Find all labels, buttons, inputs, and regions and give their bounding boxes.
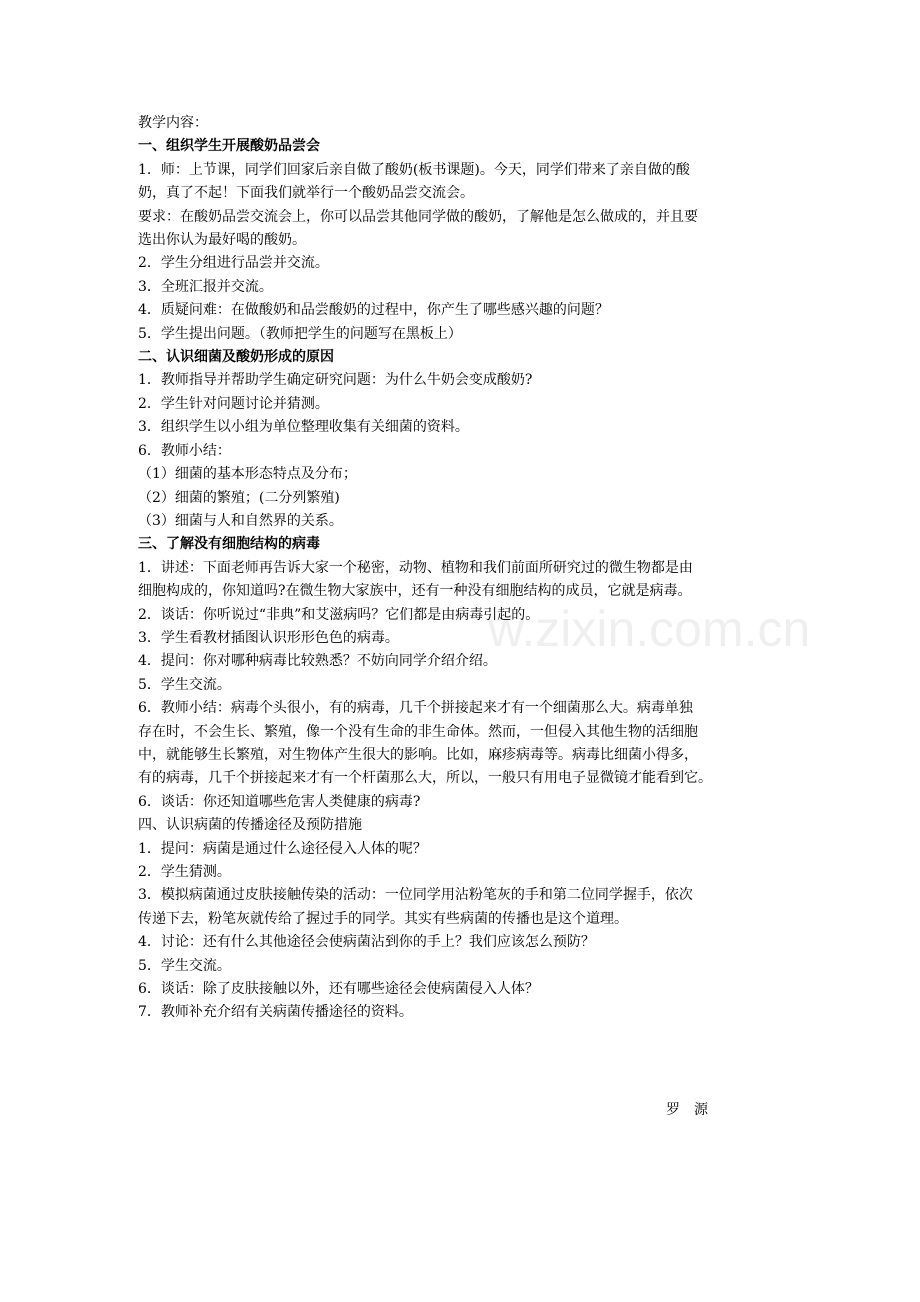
text-line: 选出你认为最好喝的酸奶。 [138,232,306,249]
text-line: 1．讲述：下面老师再告诉大家一个秘密，动物、植物和我们前面所研究过的微生物都是由 [138,559,693,576]
section-heading: 一、组织学生开展酸奶品尝会 [138,138,320,155]
text-line: 6．教师小结： [138,442,231,459]
document-body [138,112,788,1025]
text-line: 奶，真了不起！下面我们就举行一个酸奶品尝交流会。 [138,185,474,202]
text-line: 1．教师指导并帮助学生确定研究问题：为什么牛奶会变成酸奶? [138,372,533,389]
text-line: 6．谈话：除了皮肤接触以外，还有哪些途径会使病菌侵入人体？ [138,981,539,998]
text-line: 存在时，不会生长、繁殖，像一个没有生命的非生命体。然而，一但侵入其他生物的活细胞 [138,723,698,740]
text-line: 3．组织学生以小组为单位整理收集有关细菌的资料。 [138,419,469,436]
author-signature: 罗源 [666,1102,722,1118]
text-line: 3．全班汇报并交流。 [138,278,273,295]
text-line: 6．谈话：你还知道哪些危害人类健康的病毒? [138,793,421,810]
text-line: 1．提问：病菌是通过什么途径侵入人体的呢？ [138,840,427,857]
text-line: 3．学生看教材插图认识形形色色的病毒。 [138,629,399,646]
text-line: 教学内容： [138,115,208,131]
text-line: 2．学生猜测。 [138,864,231,880]
text-line: 2．学生针对问题讨论并猜测。 [138,395,329,412]
text-line: 2．谈话：你听说过“非典”和艾滋病吗？它们都是由病毒引起的。 [138,606,540,623]
text-line: 要求：在酸奶品尝交流会上，你可以品尝其他同学做的酸奶，了解他是怎么做成的，并且要 [138,208,698,225]
text-line: 4．讨论：还有什么其他途径会使病菌沾到你的手上？我们应该怎么预防？ [138,934,595,951]
text-line: 5．学生交流。 [138,676,231,693]
text-line: （3）细菌与人和自然界的关系。 [138,512,343,529]
text-line: 6．教师小结：病毒个头很小，有的病毒，几千个拼接起来才有一个细菌那么大。病毒单独 [138,700,693,717]
text-line: 传递下去，粉笔灰就传给了握过手的同学。其实有些病菌的传播也是这个道理。 [138,910,628,927]
watermark: w.zixin.com.cn [488,601,811,657]
section-heading: 二、认识细菌及酸奶形成的原因 [138,349,334,366]
text-line: 细胞构成的，你知道吗?在微生物大家族中，还有一种没有细胞结构的成员，它就是病毒。 [138,583,692,600]
text-line: 7．教师补充介绍有关病菌传播途径的资料。 [138,1004,413,1021]
text-line: 3．模拟病菌通过皮肤接触传染的活动：一位同学用沾粉笔灰的手和第二位同学握手，依次 [138,887,693,904]
text-line: 4．提问：你对哪种病毒比较熟悉？不妨向同学介绍介绍。 [138,653,497,670]
text-line: 5．学生提出问题。（教师把学生的问题写在黑板上） [138,325,462,342]
section-heading: 三、了解没有细胞结构的病毒 [138,536,320,553]
text-line: （1）细菌的基本形态特点及分布； [138,466,357,483]
text-line: 有的病毒，几千个拼接起来才有一个杆菌那么大，所以，一般只有用电子显微镜才能看到它。 [138,770,712,787]
text-line: （2）细菌的繁殖；(二分列繁殖) [138,489,340,506]
text-line: 四、认识病菌的传播途径及预防措施 [138,817,362,834]
text-line: 5．学生交流。 [138,957,231,974]
text-line: 中，就能够生长繁殖，对生物体产生很大的影响。比如，麻疹病毒等。病毒比细菌小得多， [138,746,698,763]
text-line: 4．质疑问难：在做酸奶和品尝酸奶的过程中，你产生了哪些感兴趣的问题？ [138,302,609,319]
text-line: 1．师：上节课，同学们回家后亲自做了酸奶(板书课题)。今天，同学们带来了亲自做的酸 [138,161,690,178]
text-line: 2．学生分组进行品尝并交流。 [138,255,329,272]
